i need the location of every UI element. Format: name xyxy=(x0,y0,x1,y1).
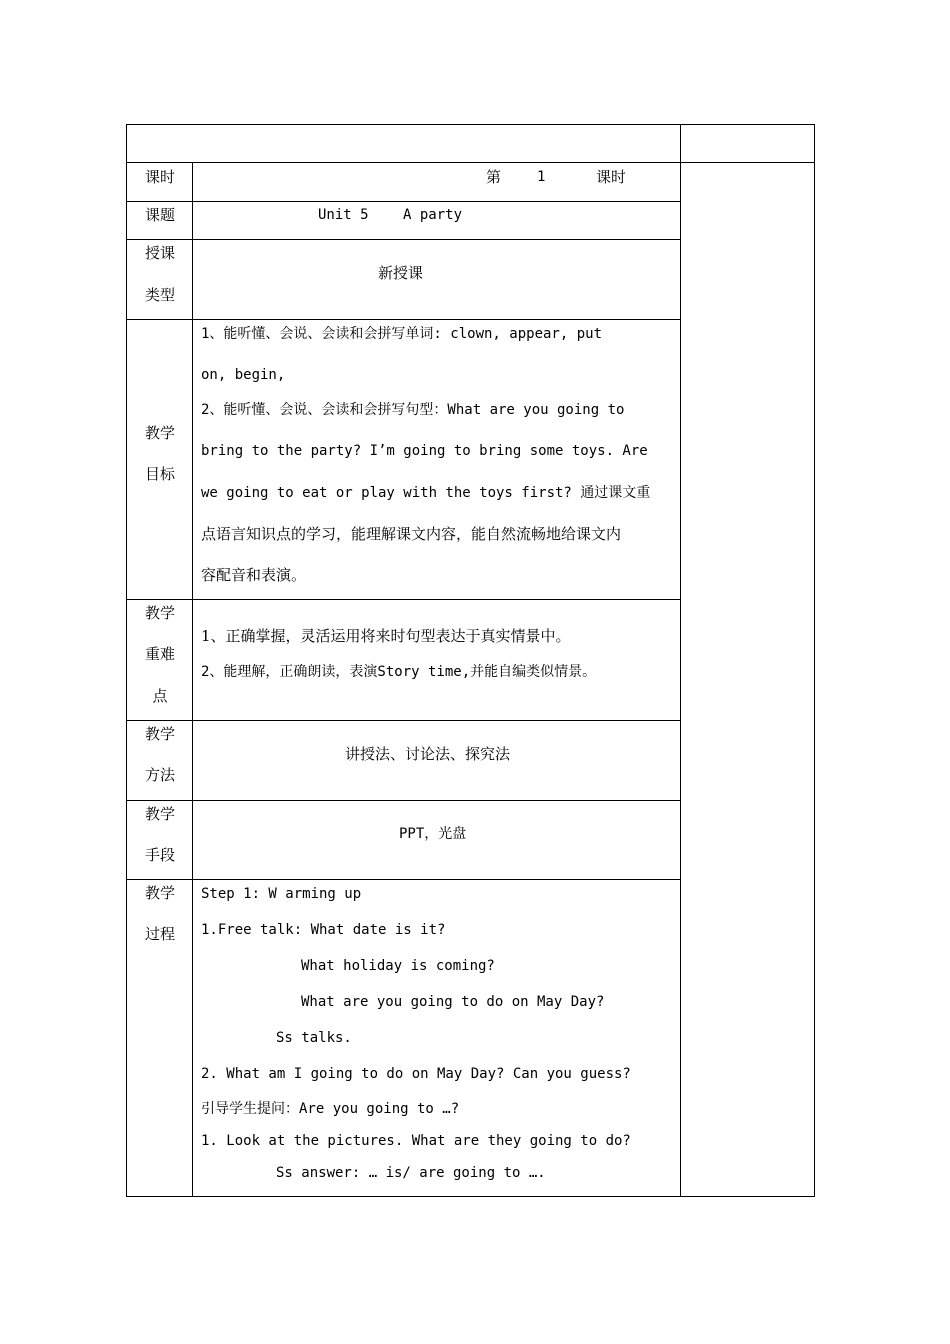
row-divider xyxy=(126,239,681,240)
objectives-line: 1、能听懂、会说、会读和会拼写单词: clown, appear, put xyxy=(201,326,603,342)
objectives-line: 2、能听懂、会说、会读和会拼写句型：What are you going to xyxy=(201,402,625,418)
tools-value: PPT，光盘 xyxy=(399,826,467,842)
table-border-bottom xyxy=(126,1196,815,1197)
process-line: Ss answer: … is/ are going to …. xyxy=(276,1165,546,1181)
objectives-label: 目标 xyxy=(144,465,175,483)
key-points-label: 教学 xyxy=(144,604,175,622)
process-line: Step 1: W arming up xyxy=(201,886,362,902)
row-divider xyxy=(126,162,815,163)
table-border-top xyxy=(126,124,815,125)
process-line: What are you going to do on May Day? xyxy=(301,994,605,1010)
lesson-type-label: 授课 xyxy=(144,244,175,262)
process-line: 2. What am I going to do on May Day? Can you guess? xyxy=(201,1066,631,1082)
key-points-line: 2、能理解，正确朗读，表演Story time,并能自编类似情景。 xyxy=(201,664,597,680)
topic-title: A party xyxy=(403,207,463,223)
methods-label: 方法 xyxy=(144,766,175,784)
process-line: Ss talks. xyxy=(276,1030,352,1046)
methods-value: 讲授法、讨论法、探究法 xyxy=(345,745,511,763)
row-divider xyxy=(126,319,681,320)
process-line: What holiday is coming? xyxy=(301,958,495,974)
table-border-right xyxy=(814,124,815,1197)
process-line: 1.Free talk: What date is it? xyxy=(201,922,446,938)
key-points-label: 点 xyxy=(152,687,168,705)
process-label: 过程 xyxy=(144,925,175,943)
process-line: 引导学生提问：Are you going to …? xyxy=(201,1101,460,1117)
objectives-label: 教学 xyxy=(144,424,175,442)
topic-label: 课题 xyxy=(144,206,175,224)
side-column-divider xyxy=(680,124,681,1197)
row-divider xyxy=(126,879,681,880)
tools-label: 手段 xyxy=(144,846,175,864)
row-divider xyxy=(126,201,681,202)
tools-label: 教学 xyxy=(144,805,175,823)
objectives-line: bring to the party? I’m going to bring some toys. Are xyxy=(201,443,648,459)
label-column-divider xyxy=(192,162,193,1197)
key-points-line: 1、正确掌握，灵活运用将来时句型表达于真实情景中。 xyxy=(201,627,571,645)
lesson-type-value: 新授课 xyxy=(378,264,424,282)
methods-label: 教学 xyxy=(144,725,175,743)
lesson-type-label: 类型 xyxy=(144,286,175,304)
objectives-line: on, begin, xyxy=(201,367,286,383)
period-suffix: 课时 xyxy=(596,168,627,186)
row-divider xyxy=(126,599,681,600)
period-label: 课时 xyxy=(144,168,175,186)
row-divider xyxy=(126,720,681,721)
process-label: 教学 xyxy=(144,884,175,902)
period-number: 1 xyxy=(537,169,546,185)
objectives-line: 点语言知识点的学习，能理解课文内容，能自然流畅地给课文内 xyxy=(201,525,622,543)
objectives-line: we going to eat or play with the toys first? 通过课文重 xyxy=(201,485,651,501)
key-points-label: 重难 xyxy=(144,645,175,663)
objectives-line: 容配音和表演。 xyxy=(201,566,307,584)
row-divider xyxy=(126,800,681,801)
process-line: 1. Look at the pictures. What are they going to do? xyxy=(201,1133,631,1149)
topic-unit: Unit 5 xyxy=(318,207,369,223)
period-prefix: 第 xyxy=(486,168,502,186)
